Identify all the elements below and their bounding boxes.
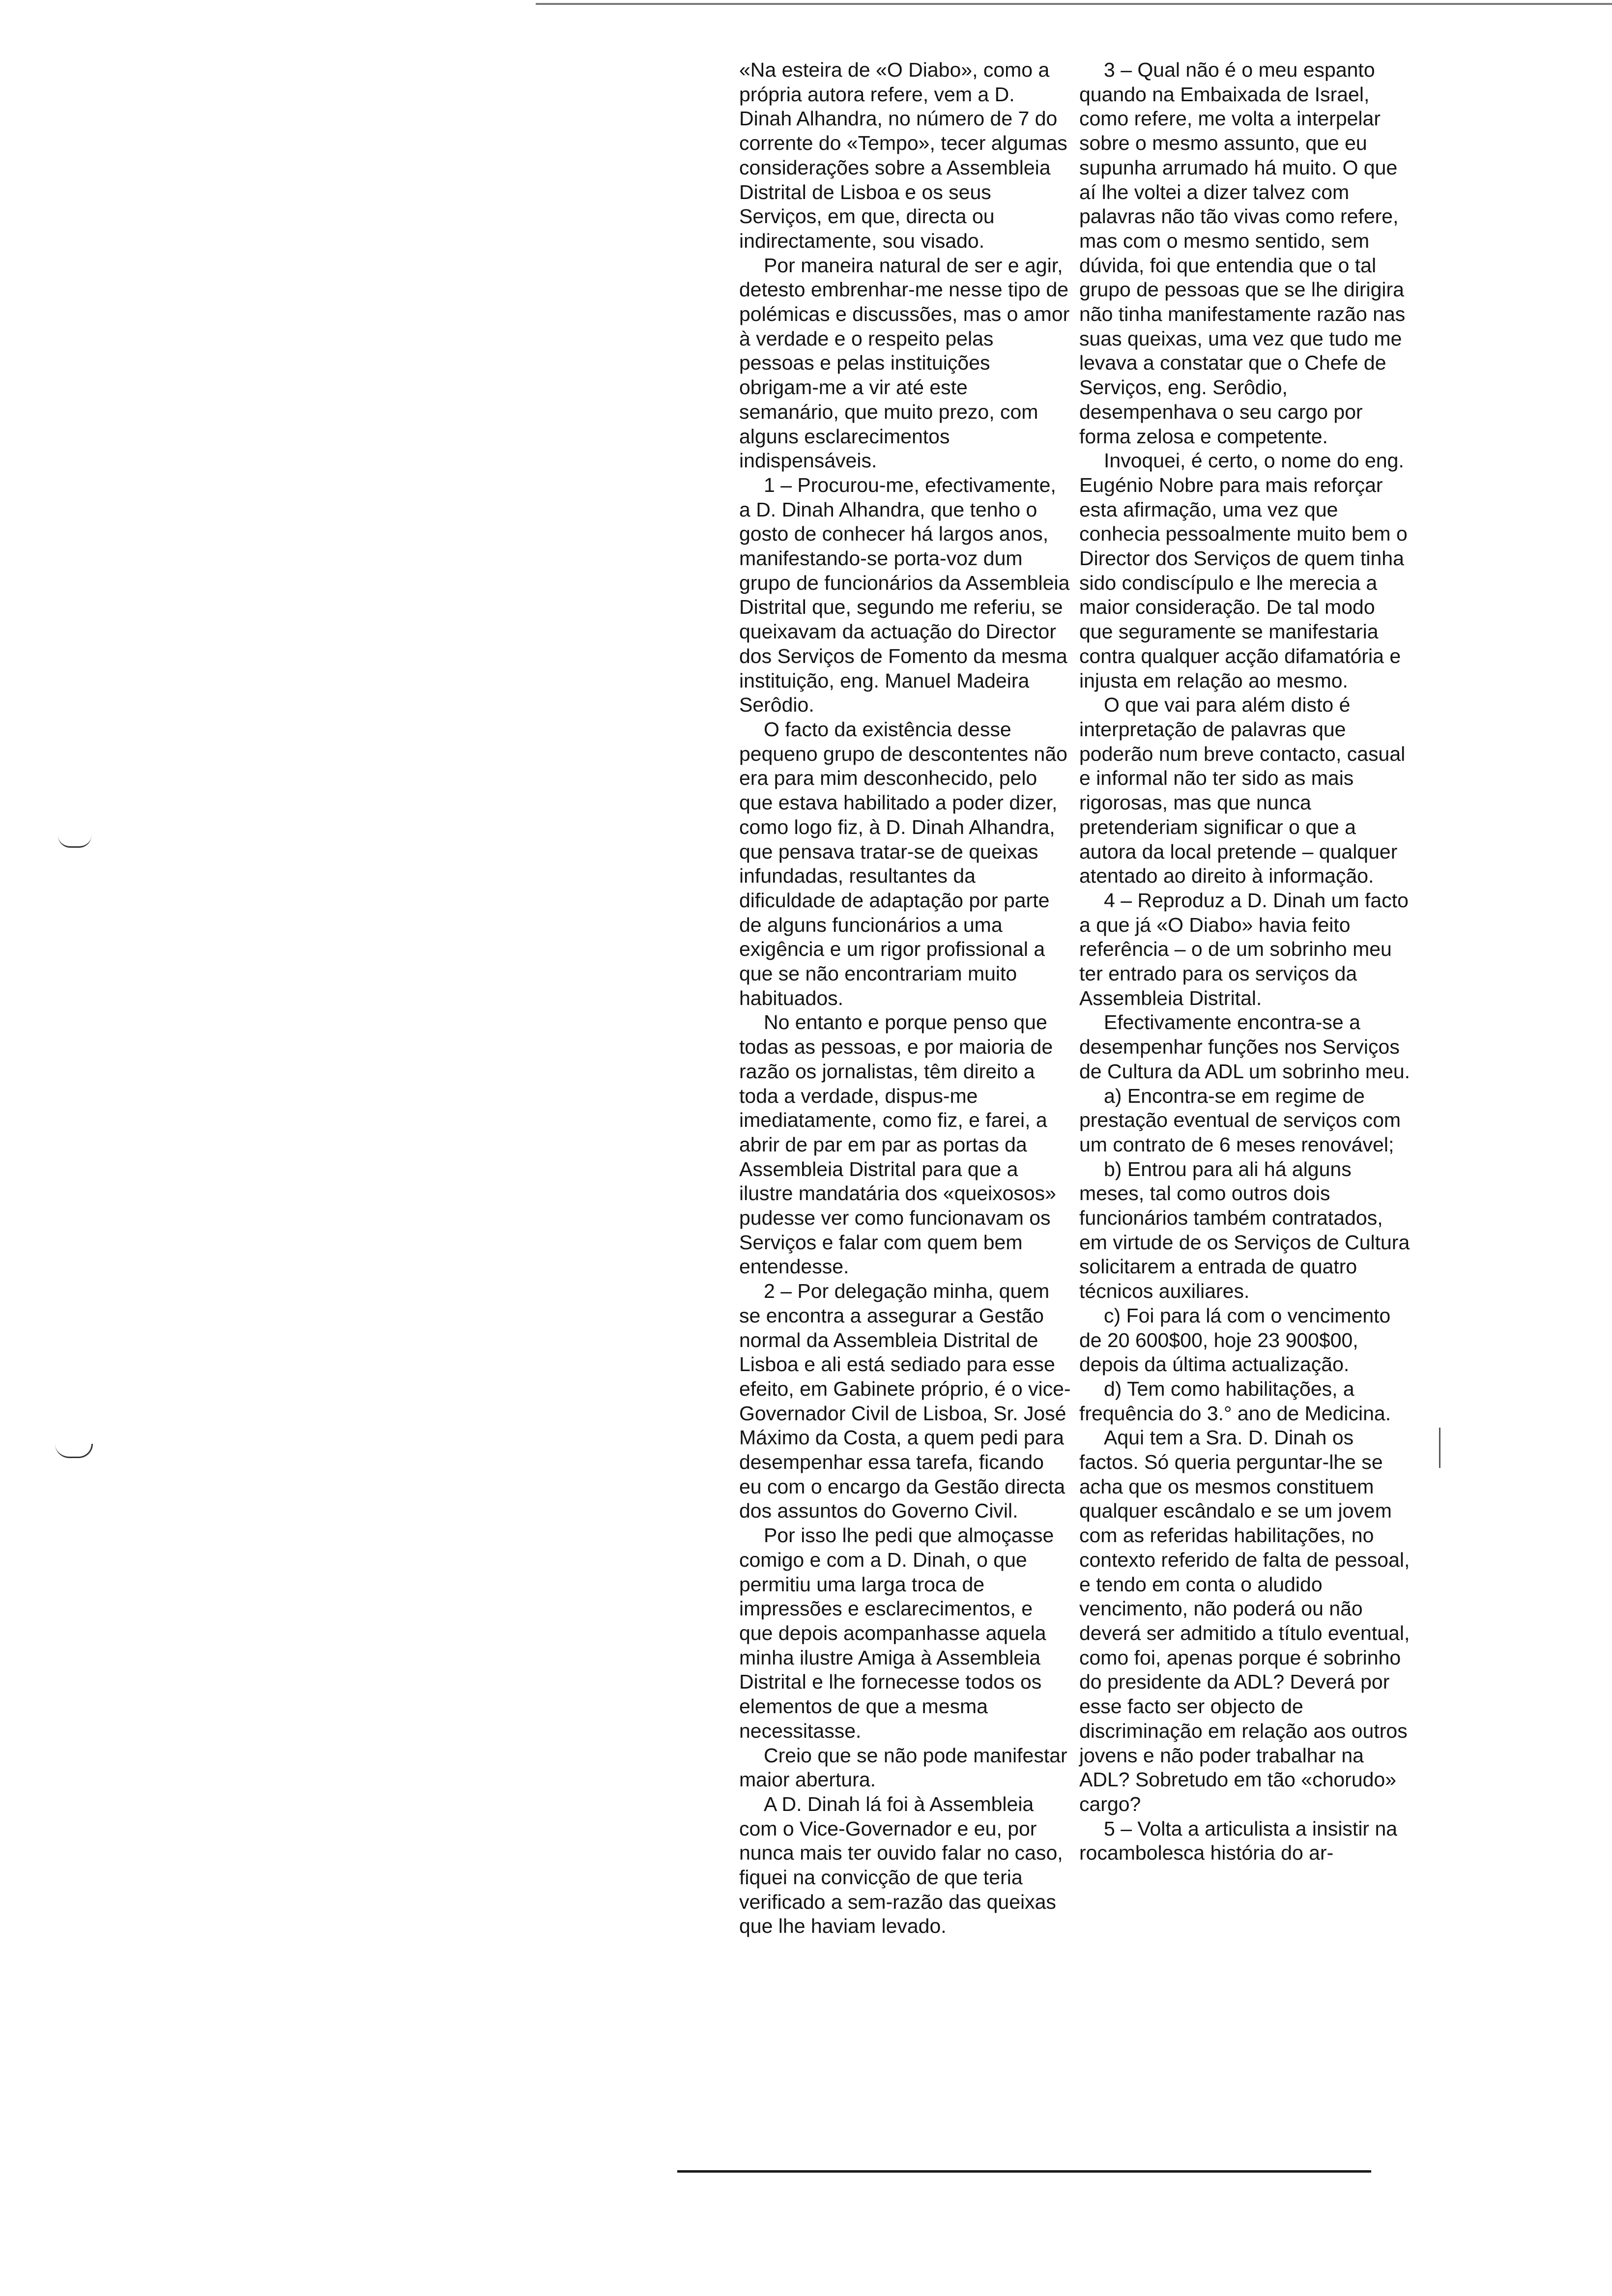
scan-mark — [1439, 1428, 1440, 1468]
paragraph: 4 – Reproduz a D. Dinah um facto a que já «O Diabo» havia feito referência – o de um sobrinho meu ter entrado para os serviços da Assembleia Distrital. — [1079, 889, 1409, 1009]
paragraph: Creio que se não pode manifestar maior abertura. — [739, 1744, 1067, 1791]
paragraph: O facto da existência desse pequeno grupo de descontentes não era para mim desconhecido, pelo que estava habilitado a poder dizer, como logo fiz, à D. Dinah Alhandra, que pensava tratar-se de queixas infundadas, resultantes da dificuldade de adaptação por parte de alguns funcionários a uma exigência e um rigor profissional a que se não encontrariam muito habituados. — [739, 718, 1067, 1009]
binder-hole-mark — [58, 835, 91, 848]
article-column-right — [1079, 58, 1411, 1866]
paragraph: c) Foi para lá com o vencimento de 20 600$00, hoje 23 900$00, depois da última actualização. — [1079, 1304, 1391, 1376]
paragraph: Efectivamente encontra-se a desempenhar funções nos Serviços de Cultura da ADL um sobrinho meu. — [1079, 1011, 1410, 1083]
paragraph: d) Tem como habilitações, a frequência do 3.° ano de Medicina. — [1079, 1377, 1391, 1425]
paragraph: Por isso lhe pedi que almoçasse comigo e com a D. Dinah, o que permitiu uma larga troca de impressões e esclarecimentos, e que depois acompanhasse aquela minha ilustre Amiga à Assembleia Distrital e lhe fornecesse todos os elementos de que a mesma necessitasse. — [739, 1524, 1054, 1742]
paragraph: a) Encontra-se em regime de prestação eventual de serviços com um contrato de 6 meses renovável; — [1079, 1084, 1401, 1156]
top-rule — [536, 3, 1612, 5]
paragraph: 3 – Qual não é o meu espanto quando na Embaixada de Israel, como refere, me volta a interpelar sobre o mesmo assunto, que eu supunha arrumado há muito. O que aí lhe voltei a dizer talvez com palavras não tão vivas como refere, mas com o mesmo sentido, sem dúvida, foi que entendia que o tal grupo de pessoas que se lhe dirigira não tinha manifestamente razão nas suas queixas, uma vez que tudo me levava a constatar que o Chefe de Serviços, eng. Serôdio, desempenhava o seu cargo por forma zelosa e competente. — [1079, 58, 1406, 448]
paragraph: «Na esteira de «O Diabo», como a própria autora refere, vem a D. Dinah Alhandra, no número de 7 do corrente do «Tempo», tecer algumas considerações sobre a Assembleia Distrital de Lisboa e os seus Serviços, em que, directa ou indirectamente, sou visado. — [739, 58, 1067, 252]
binder-hole-mark — [55, 1444, 93, 1458]
paragraph: Aqui tem a Sra. D. Dinah os factos. Só queria perguntar-lhe se acha que os mesmos constituem qualquer escândalo e se um jovem com as referidas habilitações, no contexto referido de falta de pessoal, e tendo em conta o aludido vencimento, não poderá ou não deverá ser admitido a título eventual, como foi, apenas porque é sobrinho do presidente da ADL? Deverá por esse facto ser objecto de discriminação em relação aos outros jovens e não poder trabalhar na ADL? Sobretudo em tão «chorudo» cargo? — [1079, 1426, 1410, 1815]
paragraph: 2 – Por delegação minha, quem se encontra a assegurar a Gestão normal da Assembleia Distrital de Lisboa e ali está sediado para esse efeito, em Gabinete próprio, é o vice-Governador Civil de Lisboa, Sr. José Máximo da Costa, a quem pedi para desempenhar essa tarefa, ficando eu com o encargo da Gestão directa dos assuntos do Governo Civil. — [739, 1280, 1071, 1522]
paragraph: b) Entrou para ali há alguns meses, tal como outros dois funcionários também contratados, em virtude de os Serviços de Cultura solicitarem a entrada de quatro técnicos auxiliares. — [1079, 1157, 1410, 1303]
paragraph: 5 – Volta a articulista a insistir na rocambolesca história do ar- — [1079, 1817, 1398, 1865]
paragraph: O que vai para além disto é interpretação de palavras que poderão num breve contacto, casual e informal não ter sido as mais rigorosas, mas que nunca pretenderiam significar o que a autora da local pretende – qualquer atentado ao direito à informação. — [1079, 693, 1406, 888]
paragraph: 1 – Procurou-me, efectivamente, a D. Dinah Alhandra, que tenho o gosto de conhecer há largos anos, manifestando-se porta-voz dum grupo de funcionários da Assembleia Distrital que, segundo me referiu, se queixavam da actuação do Director dos Serviços de Fomento da mesma instituição, eng. Manuel Madeira Serôdio. — [739, 473, 1070, 717]
article-column-left — [739, 58, 1071, 1939]
paragraph: Por maneira natural de ser e agir, detesto embrenhar-me nesse tipo de polémicas e discussões, mas o amor à verdade e o respeito pelas pessoas e pelas instituições obrigam-me a vir até este semanário, que muito prezo, com alguns esclarecimentos indispensáveis. — [739, 254, 1070, 472]
bottom-rule — [677, 2170, 1371, 2173]
paragraph: A D. Dinah lá foi à Assembleia com o Vice-Governador e eu, por nunca mais ter ouvido falar no caso, fiquei na convicção de que teria verificado a sem-razão das queixas que lhe haviam levado. — [739, 1792, 1063, 1938]
paragraph: Invoquei, é certo, o nome do eng. Eugénio Nobre para mais reforçar esta afirmação, uma vez que conhecia pessoalmente muito bem o Director dos Serviços de quem tinha sido condiscípulo e lhe merecia a maior consideração. De tal modo que seguramente se manifestaria contra qualquer acção difamatória e injusta em relação ao mesmo. — [1079, 449, 1408, 692]
paragraph: No entanto e porque penso que todas as pessoas, e por maioria de razão os jornalistas, têm direito a toda a verdade, dispus-me imediatamente, como fiz, e farei, a abrir de par em par as portas da Assembleia Distrital para que a ilustre mandatária dos «queixosos» pudesse ver como funcionavam os Serviços e falar com quem bem entendesse. — [739, 1011, 1056, 1278]
